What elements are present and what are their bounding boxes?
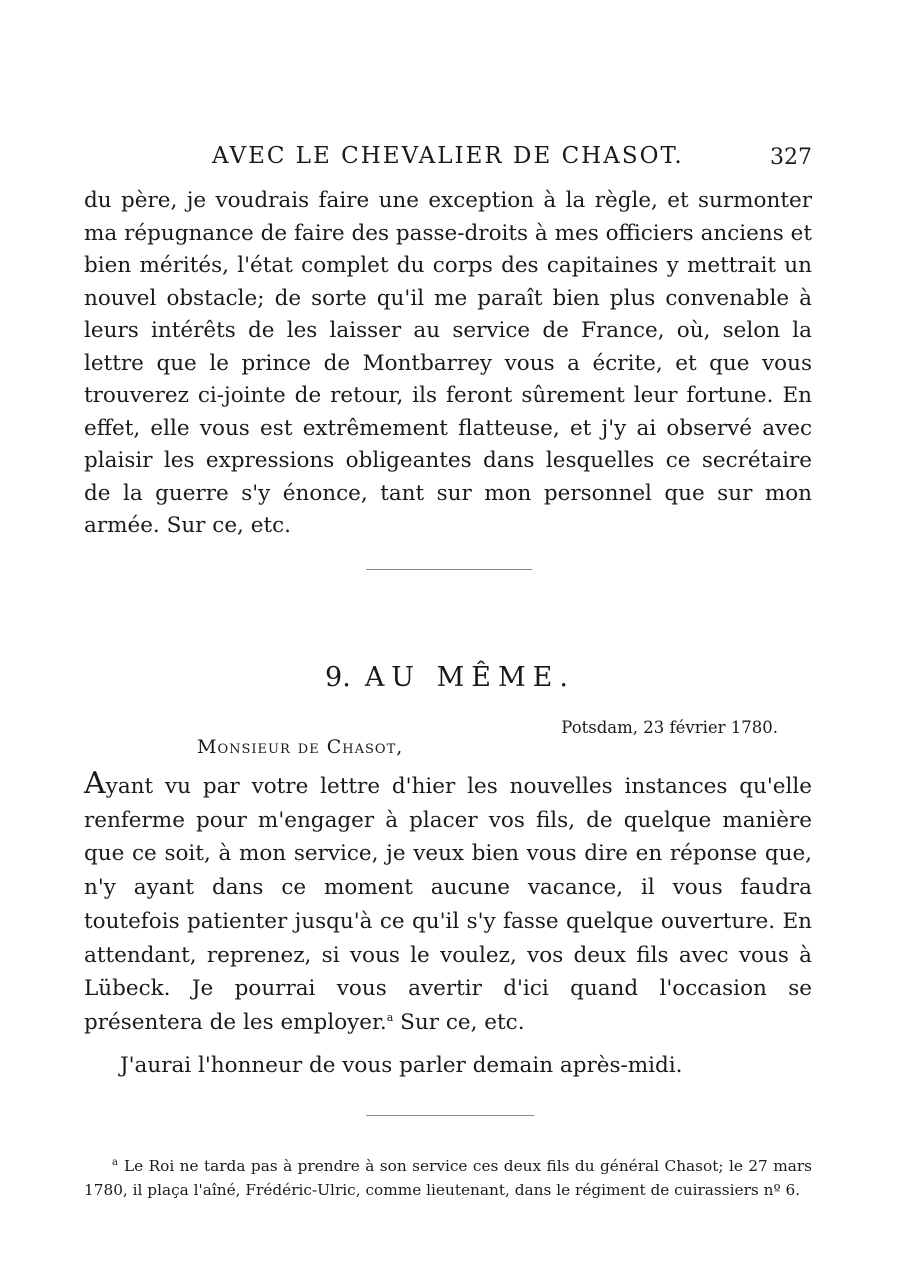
page-number: 327 <box>770 145 812 170</box>
letter-salutation: Monsieur de Chasot, <box>197 736 404 758</box>
running-header <box>82 140 812 172</box>
running-title: AVEC LE CHEVALIER DE CHASOT. <box>212 143 684 169</box>
letter-title: AU MÊME. <box>364 662 575 693</box>
footnote <box>84 1154 812 1202</box>
continued-letter-text: du père, je voudrais faire une exception à la règle, et surmonter ma répugnance de faire des passe-droits à mes officiers anciens et bien mérités, l'état complet du corps des capitaines y mettrait un nouvel obstacle; de sorte qu'il me paraît bien plus convenable à leurs intérêts de les laisser au service de France, où, selon la lettre que le prince de Montbarrey vous a écrite, et que vous trouverez ci-jointe de retour, ils feront sûrement leur fortune. En effet, elle vous est extrêmement flatteuse, et j'y ai observé avec plaisir les expressions obligeantes dans lesquelles ce secrétaire de la guerre s'y énonce, tant sur mon personnel que sur mon armée. Sur ce, etc. <box>84 188 812 538</box>
footnote-reference: a <box>386 1010 394 1024</box>
footnote-text: Le Roi ne tarda pas à prendre à son service ces deux fils du général Chasot; le 27 mars 1780, il plaça l'aîné, Frédéric-Ulric, comme lieutenant, dans le régiment de cuirassiers nº 6. <box>84 1157 812 1199</box>
letter-number: 9. <box>325 662 351 693</box>
drop-initial: A <box>84 766 106 801</box>
footnote-marker: a <box>112 1156 118 1168</box>
letter-dateline: Potsdam, 23 février 1780. <box>561 718 778 737</box>
footnote-divider <box>366 1115 534 1116</box>
letter-postscript: J'aurai l'honneur de vous parler demain après-midi. <box>120 1053 683 1078</box>
letter-heading <box>0 658 900 698</box>
section-divider <box>366 569 532 570</box>
letter-body <box>84 766 812 1040</box>
letter-body-text: yant vu par votre lettre d'hier les nouvelles instances qu'elle renferme pour m'engager à placer vos fils, de quelque manière que ce soit, à mon service, je veux bien vous dire en réponse que, n'y ayant dans ce moment aucune vacance, il vous faudra toutefois patienter jusqu'à ce qu'il s'y fasse quelque ouverture. En attendant, reprenez, si vous le voulez, vos deux fils avec vous à Lübeck. Je pourrai vous avertir d'ici quand l'occasion se présentera de les employer. <box>84 774 812 1035</box>
letter-closing: Sur ce, etc. <box>393 1009 525 1035</box>
